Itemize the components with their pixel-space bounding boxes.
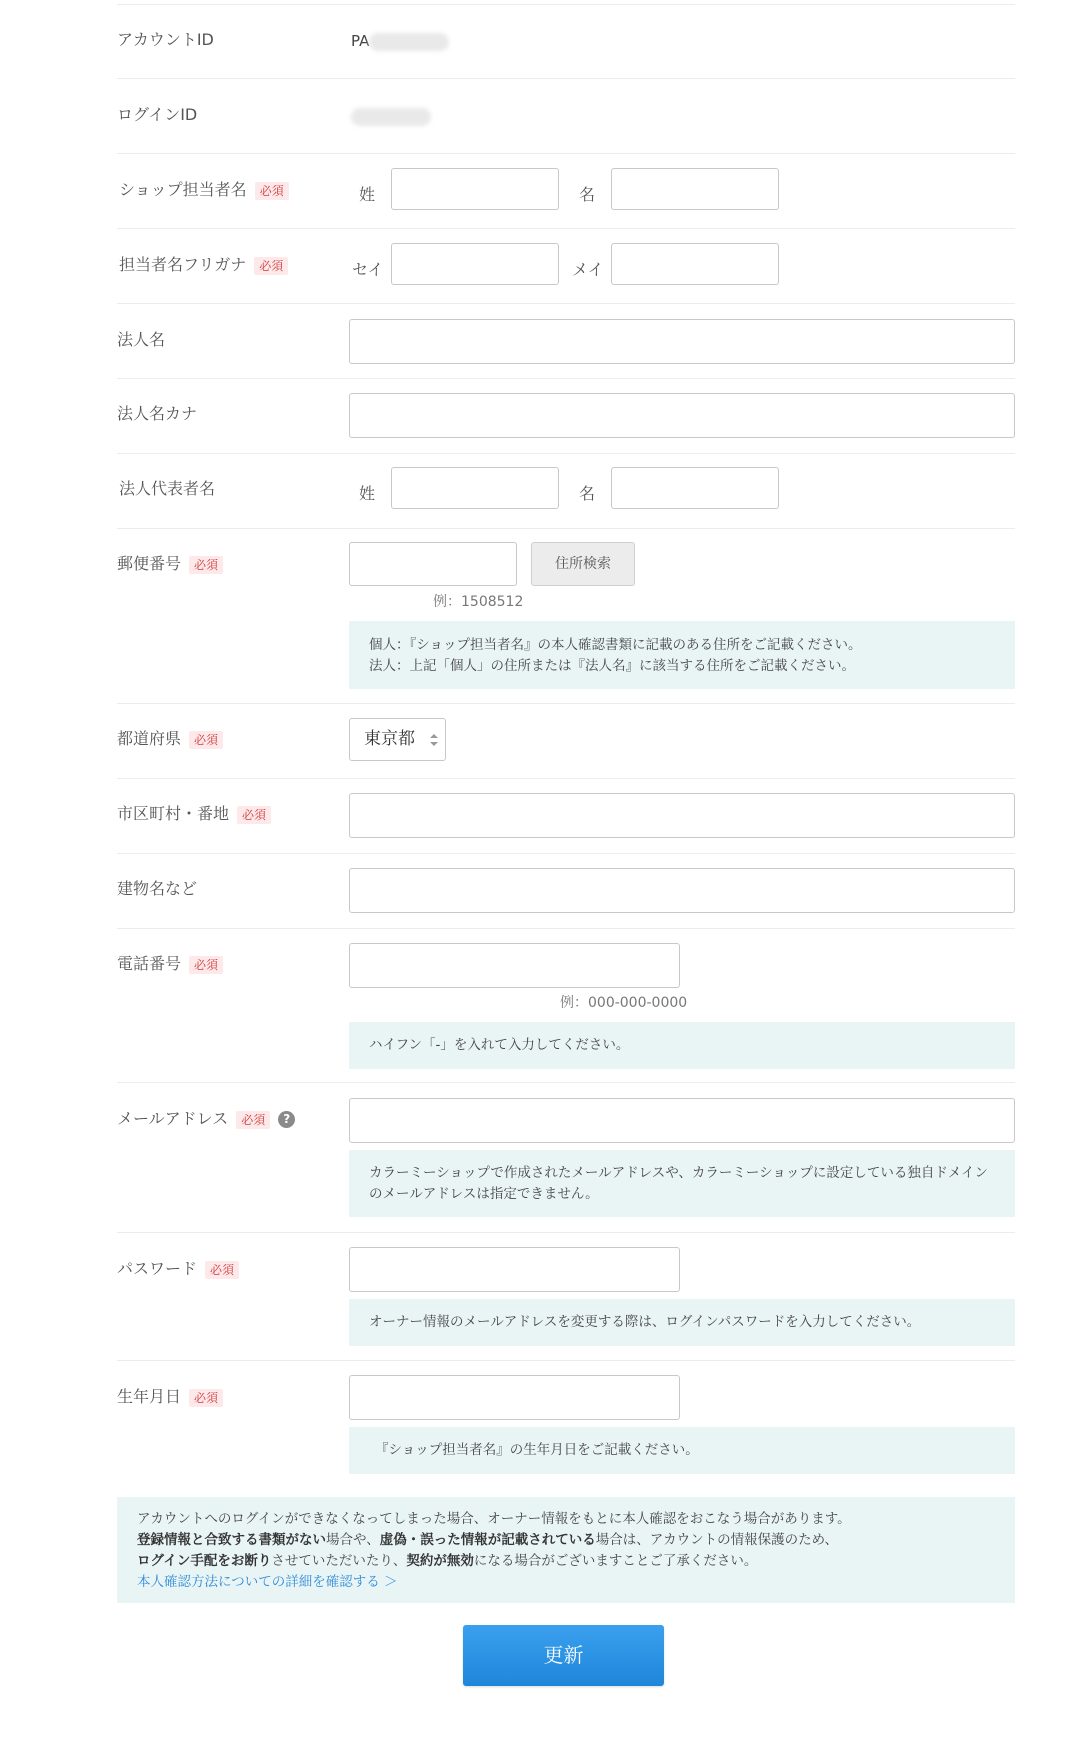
email-note-line1: カラーミーショップで作成されたメールアドレスや、カラーミーショップに設定している独自ドメイン — [369, 1165, 988, 1181]
login-id-value — [351, 107, 431, 126]
address-search-button[interactable]: 住所検索 — [531, 542, 635, 586]
email-input[interactable] — [349, 1098, 1015, 1143]
city-input[interactable] — [349, 793, 1015, 838]
required-badge: 必須 — [255, 182, 289, 200]
row-divider — [117, 928, 1015, 929]
notice-line3 — [137, 1551, 995, 1572]
shop-manager-label-text: ショップ担当者名 — [119, 180, 247, 199]
postal-note-line1: 個人：『ショップ担当者名』の本人確認書類に記載のある住所をご記載ください。 — [369, 637, 862, 653]
corp-kana-label: 法人名カナ — [117, 404, 198, 423]
required-badge: 必須 — [189, 956, 223, 974]
redacted-value — [369, 33, 449, 51]
account-id-label: アカウントID — [117, 30, 214, 49]
select-arrows-icon — [429, 731, 439, 749]
email-note-line2: のメールアドレスは指定できません。 — [369, 1186, 599, 1202]
account-id-prefix: PA — [351, 32, 370, 50]
account-id-value — [351, 32, 449, 51]
redacted-value — [351, 108, 431, 126]
postal-note — [349, 621, 1015, 689]
corp-name-input[interactable] — [349, 319, 1015, 364]
password-input[interactable] — [349, 1247, 680, 1292]
prefecture-select[interactable] — [349, 718, 446, 761]
identity-notice — [117, 1497, 1015, 1603]
corp-kana-input[interactable] — [349, 393, 1015, 438]
postal-label-text: 郵便番号 — [117, 554, 182, 573]
manager-sei-input[interactable] — [391, 168, 559, 210]
notice-line1: アカウントへのログインができなくなってしまった場合、オーナー情報をもとに本人確認をおこなう場合があります。 — [137, 1511, 851, 1527]
mei-label: 名 — [579, 185, 596, 204]
corp-rep-label: 法人代表者名 — [119, 479, 216, 498]
password-note: オーナー情報のメールアドレスを変更する際は、ログインパスワードを入力してください。 — [349, 1299, 1015, 1346]
login-id-label: ログインID — [117, 105, 198, 124]
required-badge: 必須 — [254, 257, 288, 275]
email-label — [117, 1109, 295, 1129]
postal-note-line2: 法人：上記「個人」の住所または『法人名』に該当する住所をご記載ください。 — [369, 658, 855, 674]
notice-bold-text: 虚偽・誤った情報が記載されている — [379, 1532, 596, 1548]
row-divider — [117, 1082, 1015, 1083]
required-badge: 必須 — [189, 556, 223, 574]
phone-label — [117, 954, 223, 974]
postal-example: 例：1508512 — [433, 594, 524, 610]
password-label-text: パスワード — [117, 1259, 198, 1278]
email-note — [349, 1150, 1015, 1217]
building-label: 建物名など — [117, 879, 198, 898]
notice-text: 場合は、アカウントの情報保護のため、 — [595, 1532, 839, 1548]
shop-manager-label — [119, 180, 289, 200]
prefecture-label-text: 都道府県 — [117, 729, 182, 748]
phone-example: 例：000-000-0000 — [560, 995, 688, 1011]
city-label — [117, 804, 271, 824]
notice-text: になる場合がございますことご了承ください。 — [473, 1553, 758, 1569]
notice-bold-text: ログイン手配をお断り — [137, 1553, 272, 1569]
help-icon[interactable]: ? — [278, 1111, 295, 1128]
birthday-label — [117, 1387, 223, 1407]
row-divider — [117, 78, 1015, 79]
manager-mei-input[interactable] — [611, 168, 779, 210]
manager-sei-kana-input[interactable] — [391, 243, 559, 285]
rep-mei-input[interactable] — [611, 467, 779, 509]
row-divider — [117, 228, 1015, 229]
birthday-input[interactable] — [349, 1375, 680, 1420]
manager-kana-label-text: 担当者名フリガナ — [119, 255, 247, 274]
rep-sei-input[interactable] — [391, 467, 559, 509]
birthday-note: 『ショップ担当者名』の生年月日をご記載ください。 — [349, 1427, 1015, 1474]
row-divider — [117, 153, 1015, 154]
row-divider — [117, 853, 1015, 854]
row-divider — [117, 1360, 1015, 1361]
notice-text: させていただいたり、 — [271, 1553, 407, 1569]
sei-label: 姓 — [359, 484, 376, 503]
birthday-label-text: 生年月日 — [117, 1387, 182, 1406]
prefecture-selected: 東京都 — [364, 729, 415, 749]
phone-note: ハイフン「-」を入れて入力してください。 — [349, 1022, 1015, 1069]
postal-input[interactable] — [349, 542, 517, 586]
row-divider — [117, 453, 1015, 454]
city-label-text: 市区町村・番地 — [117, 804, 230, 823]
notice-line2 — [137, 1530, 995, 1551]
notice-bold-text: 登録情報と合致する書類がない — [137, 1532, 326, 1548]
password-label — [117, 1259, 239, 1279]
building-input[interactable] — [349, 868, 1015, 913]
mei-kana-label: メイ — [572, 260, 604, 279]
row-divider — [117, 378, 1015, 379]
sei-label: 姓 — [359, 185, 376, 204]
row-divider — [117, 4, 1015, 5]
row-divider — [117, 778, 1015, 779]
update-button[interactable]: 更新 — [463, 1625, 664, 1686]
row-divider — [117, 528, 1015, 529]
identity-details-link[interactable]: 本人確認方法についての詳細を確認する ＞ — [137, 1574, 398, 1590]
notice-bold-text: 契約が無効 — [406, 1553, 474, 1569]
manager-kana-label — [119, 255, 288, 275]
required-badge: 必須 — [237, 806, 271, 824]
mei-label: 名 — [579, 484, 596, 503]
row-divider — [117, 1232, 1015, 1233]
required-badge: 必須 — [236, 1111, 270, 1129]
email-label-text: メールアドレス — [117, 1109, 229, 1128]
phone-label-text: 電話番号 — [117, 954, 182, 973]
prefecture-label — [117, 729, 223, 749]
required-badge: 必須 — [189, 1389, 223, 1407]
notice-text: 場合や、 — [326, 1532, 380, 1548]
postal-label — [117, 554, 223, 574]
required-badge: 必須 — [189, 731, 223, 749]
phone-input[interactable] — [349, 943, 680, 988]
manager-mei-kana-input[interactable] — [611, 243, 779, 285]
row-divider — [117, 703, 1015, 704]
row-divider — [117, 303, 1015, 304]
required-badge: 必須 — [205, 1261, 239, 1279]
corp-name-label: 法人名 — [117, 330, 166, 349]
sei-kana-label: セイ — [352, 260, 384, 279]
